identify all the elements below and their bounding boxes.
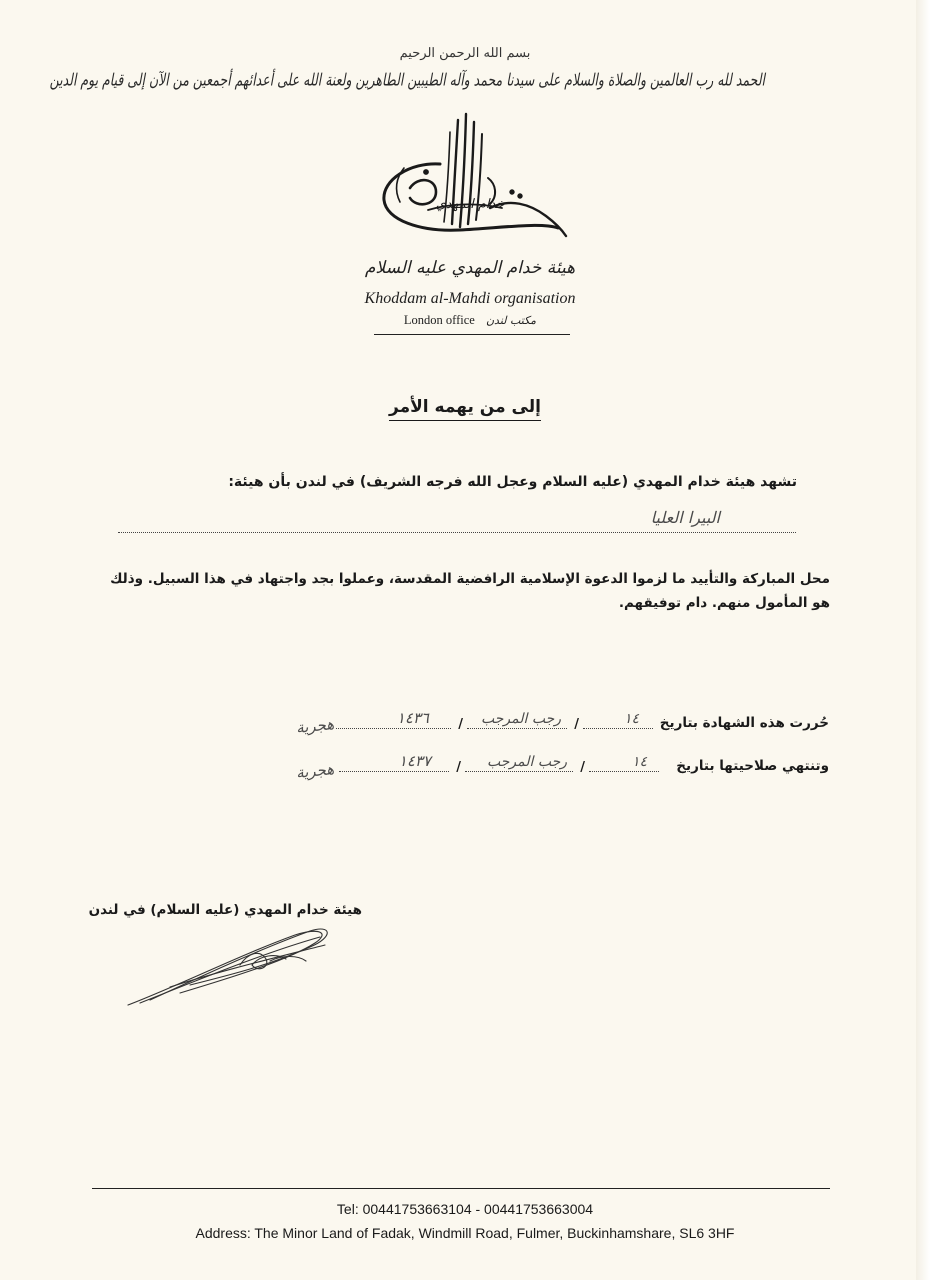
date-separator: / [574, 717, 579, 732]
date-separator: / [458, 717, 463, 732]
khoddam-calligraphy-logo [370, 112, 570, 252]
issue-day-value: ١٤ [623, 711, 639, 727]
expiry-era-value: هجرية [295, 760, 335, 782]
certify-line: تشهد هيئة خدام المهدي (عليه السلام وعجل الله فرجه الشريف) في لندن بأن هيئة: [228, 474, 797, 490]
office-english: London office [403, 313, 475, 327]
invocation-line: الحمد لله رب العالمين والصلاة والسلام على سيدنا محمد وآله الطيبين الطاهرين ولعنة الله على أعدائهم أجمعين من الآن إلى قيام يوم الدين [49, 69, 765, 90]
expiry-year-field [339, 771, 449, 772]
date-separator: / [456, 760, 461, 775]
org-name-english: Khoddam al-Mahdi organisation [364, 290, 576, 307]
expiry-date-label: وتنتهي صلاحيتها بتاريخ [676, 758, 829, 774]
issue-date-row [109, 705, 829, 735]
body-paragraph: محل المباركة والتأييد ما لزموا الدعوة الإسلامية الرافضية المقدسة، وعملوا بجد واجتهاد في هذا السبيل. وذلك هو المأمول منهم. دام توفيقهم. [110, 571, 830, 611]
footer-address: Address: The Minor Land of Fadak, Windmill Road, Fulmer, Buckinhamshare, SL6 3HF [195, 1225, 735, 1241]
logo-divider [374, 334, 570, 335]
expiry-year-value: ١٤٣٧ [398, 752, 431, 770]
date-separator: / [580, 760, 585, 775]
issue-era-value: هجرية [295, 715, 335, 737]
expiry-day-value: ١٤ [631, 754, 647, 770]
issue-month-field [467, 728, 567, 729]
issue-year-field [336, 728, 451, 729]
footer-divider [92, 1188, 830, 1189]
org-name-arabic: هيئة خدام المهدي عليه السلام [364, 258, 576, 278]
expiry-day-field [589, 771, 659, 772]
letter-title: إلى من يهمه الأمر [389, 397, 541, 421]
page-edge [916, 0, 930, 1280]
signatory-org: هيئة خدام المهدي (عليه السلام) في لندن [88, 902, 362, 918]
signature-scribble [120, 915, 340, 1015]
expiry-date-row [109, 748, 829, 782]
logo-calligraphy-text: خدام المهدي [435, 197, 505, 212]
issue-date-label: حُررت هذه الشهادة بتاريخ [659, 715, 829, 731]
name-dotted-line [118, 532, 796, 533]
footer-telephone: Tel: 00441753663104 - 00441753663004 [336, 1201, 594, 1217]
issue-month-value: رجب المرجب [481, 711, 561, 727]
issue-year-value: ١٤٣٦ [396, 709, 429, 727]
issue-day-field [583, 728, 653, 729]
expiry-month-value: رجب المرجب [487, 754, 567, 770]
expiry-month-field [465, 771, 573, 772]
letter-title-wrap [0, 397, 930, 417]
handwritten-org-name: البيرا العليا [650, 508, 720, 527]
office-line [380, 313, 560, 328]
basmala: بسم الله الرحمن الرحيم [399, 46, 531, 61]
office-arabic: مكتب لندن [485, 314, 537, 327]
